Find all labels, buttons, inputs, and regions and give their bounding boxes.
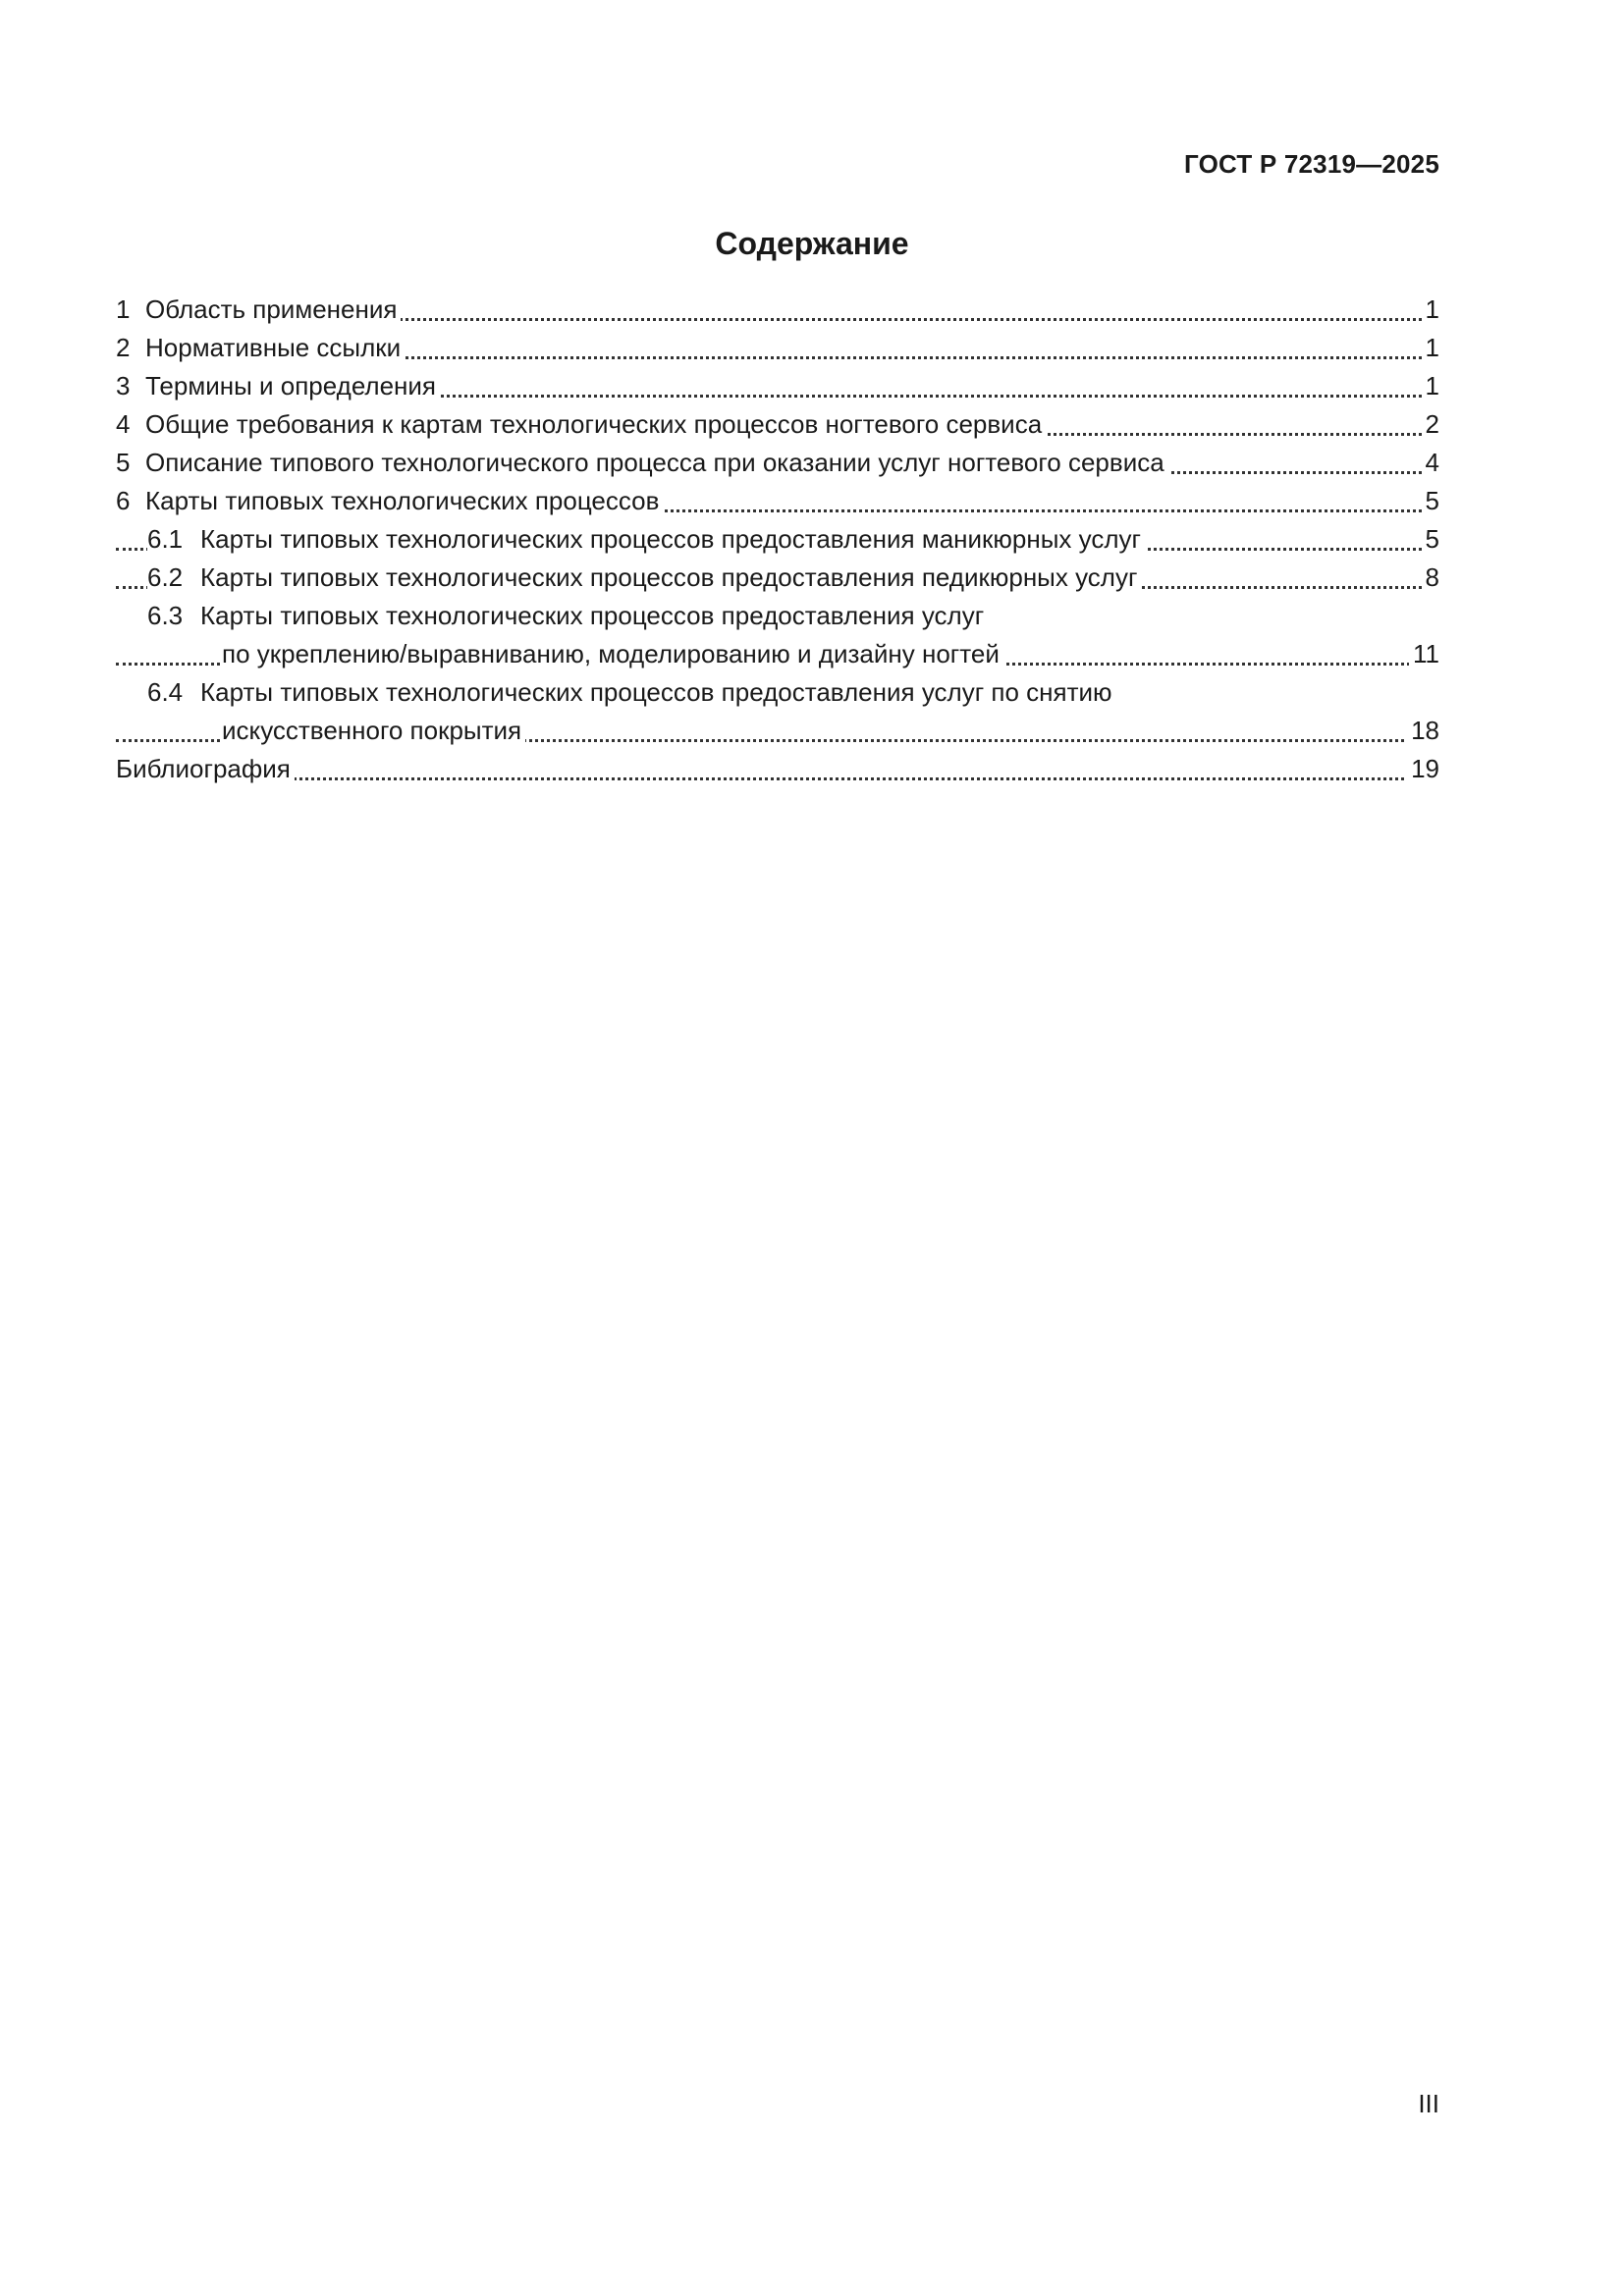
toc-entry-number: 2 [116,333,131,362]
toc-entry-text: Общие требования к картам технологических процессов ногтевого сервиса [145,409,1043,439]
toc-entry-number: 6.4 [147,677,184,707]
toc-entry-6-2[interactable] [116,559,1439,597]
toc-entry-page: 11 [1409,635,1439,673]
toc-entry-text: Библиография [116,750,295,788]
toc-entry-number: 1 [116,294,131,324]
toc-entry-text: Область применения [145,294,398,324]
toc-entry-page: 5 [1422,520,1439,559]
dot-leader [116,777,1439,780]
toc-title: Содержание [715,226,909,261]
toc-entry-4[interactable] [116,405,1439,444]
toc-entry-page: 19 [1407,750,1439,788]
toc-entry-1[interactable] [116,291,1439,329]
toc-entry-text: Карты типовых технологических процессов предоставления маникюрных услуг [200,524,1142,554]
toc-entry-text: Карты типовых технологических процессов предоставления услуг по снятию [200,677,1112,707]
toc-entry-number: 4 [116,409,131,439]
table-of-contents [116,291,1439,788]
page-number: III [1418,2089,1439,2118]
toc-entry-page: 4 [1422,444,1439,482]
toc-entry-page: 1 [1422,291,1439,329]
toc-entry-number: 6.3 [147,601,184,630]
toc-entry-page: 18 [1407,712,1439,750]
toc-entry-6-4[interactable] [116,673,1439,712]
toc-entry-text: Описание типового технологического процесса при оказании услуг ногтевого сервиса [145,448,1164,477]
document-code: ГОСТ Р 72319—2025 [1184,149,1439,179]
toc-entry-number: 6.1 [147,524,184,554]
toc-entry-6-3-continued[interactable] [116,635,1439,673]
toc-entry-text: Карты типовых технологических процессов [145,486,660,515]
toc-entry-text-continued: искусственного покрытия [222,712,525,750]
toc-entry-6-1[interactable] [116,520,1439,559]
toc-entry-number: 6 [116,486,131,515]
toc-entry-bibliography[interactable] [116,750,1439,788]
toc-entry-page: 2 [1422,405,1439,444]
toc-entry-page: 1 [1422,329,1439,367]
toc-entry-text: Карты типовых технологических процессов предоставления услуг [200,601,985,630]
toc-entry-2[interactable] [116,329,1439,367]
toc-entry-text-continued: по укреплению/выравниванию, моделированию и дизайну ногтей [222,635,1003,673]
toc-entry-text: Карты типовых технологических процессов предоставления педикюрных услуг [200,562,1138,592]
toc-entry-3[interactable] [116,367,1439,405]
toc-entry-page: 5 [1422,482,1439,520]
toc-entry-text: Нормативные ссылки [145,333,402,362]
toc-entry-page: 1 [1422,367,1439,405]
toc-entry-number: 5 [116,448,131,477]
toc-entry-6-3[interactable] [116,597,1439,635]
toc-entry-6[interactable] [116,482,1439,520]
toc-entry-text: Термины и определения [145,371,437,400]
toc-entry-page: 8 [1422,559,1439,597]
toc-entry-5[interactable] [116,444,1439,482]
toc-entry-number: 6.2 [147,562,184,592]
toc-entry-number: 3 [116,371,131,400]
toc-entry-6-4-continued[interactable] [116,712,1439,750]
